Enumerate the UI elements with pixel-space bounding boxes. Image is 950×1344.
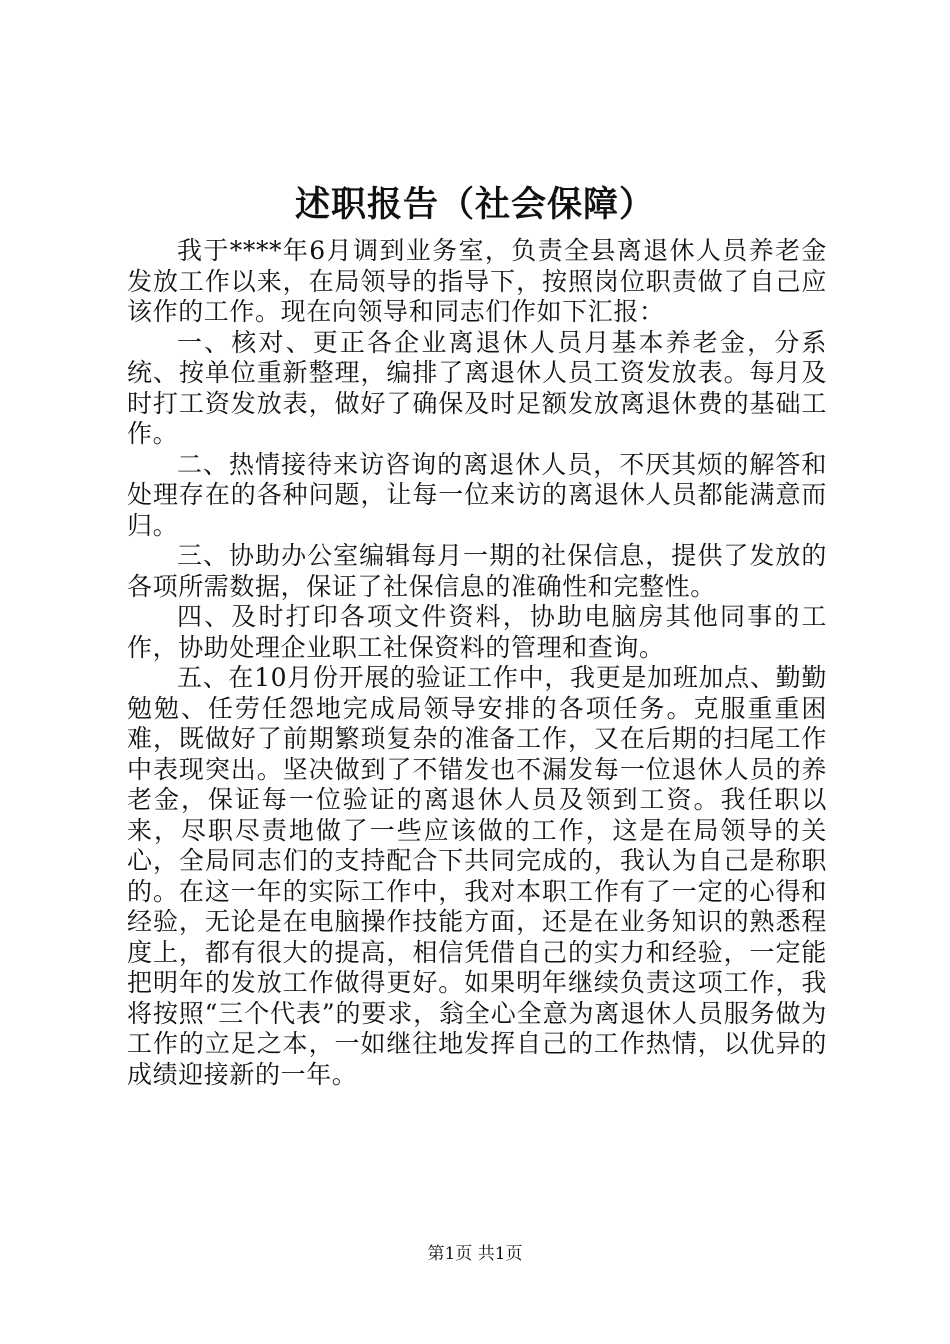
page-number-footer: 第1页 共1页 bbox=[427, 1244, 523, 1264]
paragraph-item-2: 二、热情接待来访咨询的离退休人员，不厌其烦的解答和处理存在的各种问题，让每一位来访的离退休人员都能满意而归。 bbox=[127, 449, 827, 540]
paragraph-item-4: 四、及时打印各项文件资料，协助电脑房其他同事的工作，协助处理企业职工社保资料的管理和查询。 bbox=[127, 602, 827, 662]
paragraph-intro: 我于****年6月调到业务室，负责全县离退休人员养老金发放工作以来，在局领导的指导下，按照岗位职责做了自己应该作的工作。现在向领导和同志们作如下汇报： bbox=[127, 236, 827, 326]
document-title: 述职报告（社会保障） bbox=[294, 184, 655, 225]
document-body bbox=[127, 236, 827, 1090]
paragraph-item-5: 五、在10月份开展的验证工作中，我更是加班加点、勤勤勉勉、任劳任怨地完成局领导安排的各项任务。克服重重困难，既做好了前期繁琐复杂的准备工作，又在后期的扫尾工作中表现突出。坚决做到了不错发也不漏发每一位退休人员的养老金，保证每一位验证的离退休人员及领到工资。我任职以来，尽职尽责地做了一些应该做的工作，这是在局领导的关心，全局同志们的支持配合下共同完成的，我认为自己是称职的。在这一年的实际工作中，我对本职工作有了一定的心得和经验，无论是在电脑操作技能方面，还是在业务知识的熟悉程度上，都有很大的提高，相信凭借自己的实力和经验，一定能把明年的发放工作做得更好。如果明年继续负责这项工作，我将按照“三个代表”的要求，翁全心全意为离退休人员服务做为工作的立足之本，一如继往地发挥自己的工作热情，以优异的成绩迎接新的一年。 bbox=[127, 663, 827, 1089]
paragraph-item-3: 三、协助办公室编辑每月一期的社保信息，提供了发放的各项所需数据，保证了社保信息的准确性和完整性。 bbox=[127, 541, 827, 601]
paragraph-item-1: 一、核对、更正各企业离退休人员月基本养老金，分系统、按单位重新整理，编排了离退休人员工资发放表。每月及时打工资发放表，做好了确保及时足额发放离退休费的基础工作。 bbox=[127, 327, 827, 448]
